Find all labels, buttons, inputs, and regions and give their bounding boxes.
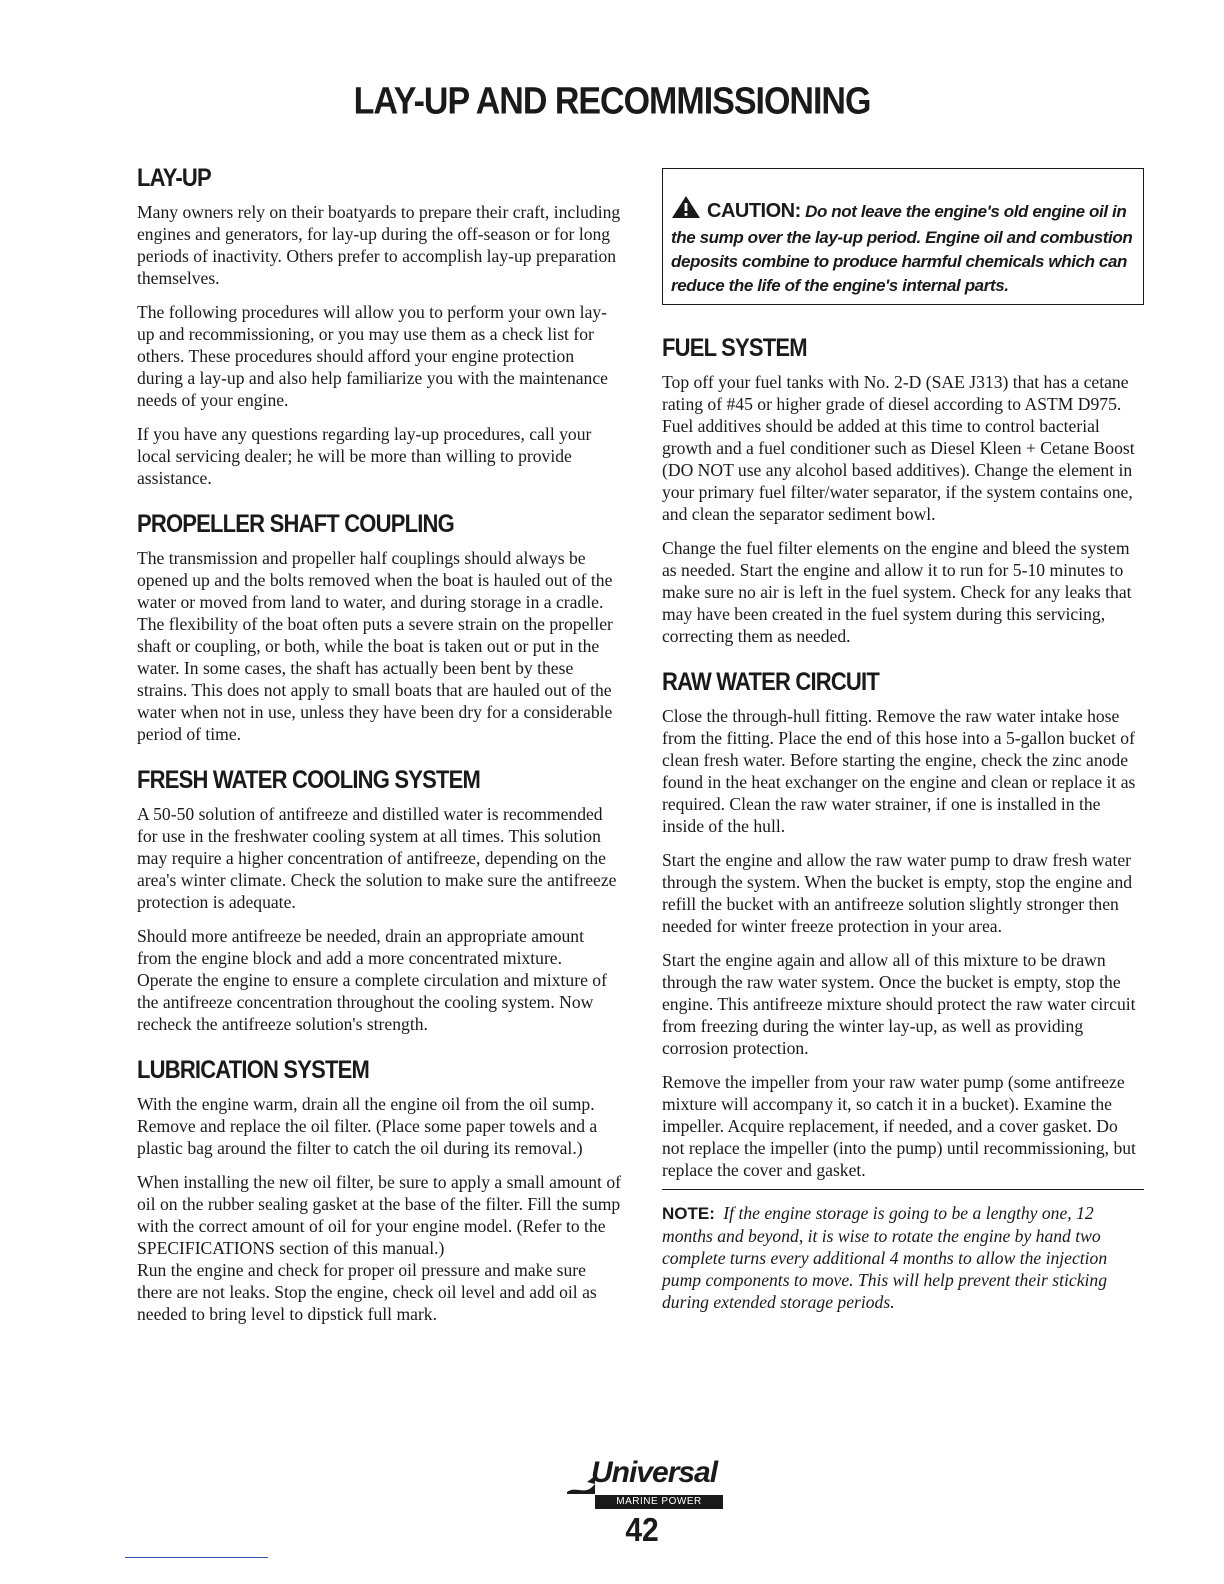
page-title: LAY-UP AND RECOMMISSIONING bbox=[353, 79, 871, 123]
universal-logo bbox=[565, 1456, 725, 1516]
layup-heading: LAY-UP bbox=[137, 163, 211, 192]
logo-name: Universal bbox=[591, 1456, 718, 1489]
page-number: 42 bbox=[625, 1512, 659, 1549]
freshwater-section bbox=[137, 767, 622, 1035]
warning-icon bbox=[671, 195, 701, 226]
caution-box bbox=[662, 168, 1144, 305]
left-column bbox=[137, 165, 622, 1347]
rawwater-paragraph-3: Start the engine again and allow all of this mixture to be drawn through the raw water system. Once the bucket is empty, stop the engine. This antifreeze mixture should protect the raw water circuit from freezing during the winter lay-up, as well as providing corrosion protection. bbox=[662, 950, 1136, 1058]
lubrication-paragraph-2: When installing the new oil filter, be sure to apply a small amount of oil on the rubber sealing gasket at the base of the filter. Fill the sump with the correct amount of oil for your engine model. (Refer to the SPECIFICATIONS section of this manual.) bbox=[137, 1172, 621, 1258]
note-block bbox=[662, 1202, 1144, 1313]
freshwater-paragraph-2: Should more antifreeze be needed, drain an appropriate amount from the engine block and add a more concentrated mixture. Operate the engine to ensure a complete circulation and mixture of the antifreeze concentration throughout the cooling system. Now recheck the antifreeze solution's strength. bbox=[137, 926, 607, 1034]
rawwater-paragraph-2: Start the engine and allow the raw water pump to draw fresh water through the system. When the bucket is empty, stop the engine and refill the bucket with an antifreeze solution slightly stronger then needed for winter freeze protection in your area. bbox=[662, 850, 1133, 936]
lubrication-paragraph-3: Run the engine and check for proper oil pressure and make sure there are not leaks. Stop the engine, check oil level and add oil as needed to bring level to dipstick full mark. bbox=[137, 1260, 597, 1324]
note-text: If the engine storage is going to be a lengthy one, 12 months and beyond, it is wise to rotate the engine by hand two complete turns every additional 4 months to allow the injection pump components to move. This will help prevent their sticking during extended storage periods. bbox=[662, 1203, 1108, 1312]
caution-label: CAUTION: bbox=[707, 200, 801, 222]
layup-paragraph-2: The following procedures will allow you to perform your own lay-up and recommissioning, or you may use them as a check list for others. These procedures should afford your engine protection during a lay-up and also help familiarize you with the maintenance needs of your engine. bbox=[137, 302, 608, 410]
note-divider bbox=[662, 1189, 1144, 1190]
propeller-heading: PROPELLER SHAFT COUPLING bbox=[137, 509, 454, 538]
fuel-paragraph-1: Top off your fuel tanks with No. 2-D (SAE J313) that has a cetane rating of #45 or higher grade of diesel according to ASTM D975. Fuel additives should be added at this time to control bacterial growth and a fuel conditioner such as Diesel Kleen + Cetane Boost (DO NOT use any alcohol based additives). Change the element in your primary fuel filter/water separator, if the system contains one, and clean the separator sediment bowl. bbox=[662, 372, 1135, 524]
lubrication-paragraph-1: With the engine warm, drain all the engine oil from the oil sump. Remove and replace the oil filter. (Place some paper towels and a plastic bag around the filter to catch the oil during its removal.) bbox=[137, 1094, 598, 1158]
propeller-paragraph-1: The transmission and propeller half couplings should always be opened up and the bolts removed when the boat is hauled out of the water or moved from land to water, and during storage in a cradle. The flexibility of the boat often puts a severe strain on the propeller shaft or coupling, or both, while the boat is taken out or put in the water. In some cases, the shaft has actually been bent by these strains. This does not apply to small boats that are hauled out of the water when not in use, unless they have been dry for a considerable period of time. bbox=[137, 548, 613, 744]
fuel-heading: FUEL SYSTEM bbox=[662, 333, 807, 362]
rawwater-heading: RAW WATER CIRCUIT bbox=[662, 667, 879, 696]
layup-section bbox=[137, 165, 622, 489]
freshwater-heading: FRESH WATER COOLING SYSTEM bbox=[137, 765, 481, 794]
logo-tagline: MARINE POWER bbox=[595, 1495, 723, 1509]
layup-paragraph-1: Many owners rely on their boatyards to prepare their craft, including engines and generators, for lay-up during the off-season or for long periods of inactivity. Others prefer to accomplish lay-up preparation themselves. bbox=[137, 202, 621, 288]
rawwater-section bbox=[662, 669, 1144, 1181]
freshwater-paragraph-1: A 50-50 solution of antifreeze and distilled water is recommended for use in the freshwater cooling system at all times. This solution may require a higher concentration of antifreeze, depending on the area's winter climate. Check the solution to make sure the antifreeze protection is adequate. bbox=[137, 804, 617, 912]
layup-paragraph-3: If you have any questions regarding lay-up procedures, call your local servicing dealer; he will be more than willing to provide assistance. bbox=[137, 424, 592, 488]
fuel-paragraph-2: Change the fuel filter elements on the engine and bleed the system as needed. Start the engine and allow it to run for 5-10 minutes to make sure no air is left in the fuel system. Check for any leaks that may have been created in the fuel system during this servicing, correcting them as needed. bbox=[662, 538, 1132, 646]
fuel-section bbox=[662, 335, 1144, 647]
lubrication-heading: LUBRICATION SYSTEM bbox=[137, 1055, 370, 1084]
rawwater-paragraph-4: Remove the impeller from your raw water pump (some antifreeze mixture will accompany it, so catch it in a bucket). Examine the impeller. Acquire replacement, if needed, and a cover gasket. Do not replace the impeller (into the pump) until recommissioning, but replace the cover and gasket. bbox=[662, 1072, 1136, 1180]
lubrication-section bbox=[137, 1057, 622, 1325]
note-label: NOTE: bbox=[662, 1204, 715, 1223]
footer-rule bbox=[125, 1557, 268, 1558]
right-column bbox=[662, 168, 1144, 1313]
caution-text: Do not leave the engine's old engine oil in the sump over the lay-up period. Engine oil and combustion deposits combine to produce harmful chemicals which can reduce the life of the engine's internal parts. bbox=[671, 202, 1133, 295]
rawwater-paragraph-1: Close the through-hull fitting. Remove the raw water intake hose from the fitting. Place the end of this hose into a 5-gallon bucket of clean fresh water. Before starting the engine, check the zinc anode found in the heat exchanger on the engine and clean or replace it as required. Clean the raw water strainer, if one is installed in the inside of the hull. bbox=[662, 706, 1136, 836]
propeller-section bbox=[137, 511, 622, 745]
